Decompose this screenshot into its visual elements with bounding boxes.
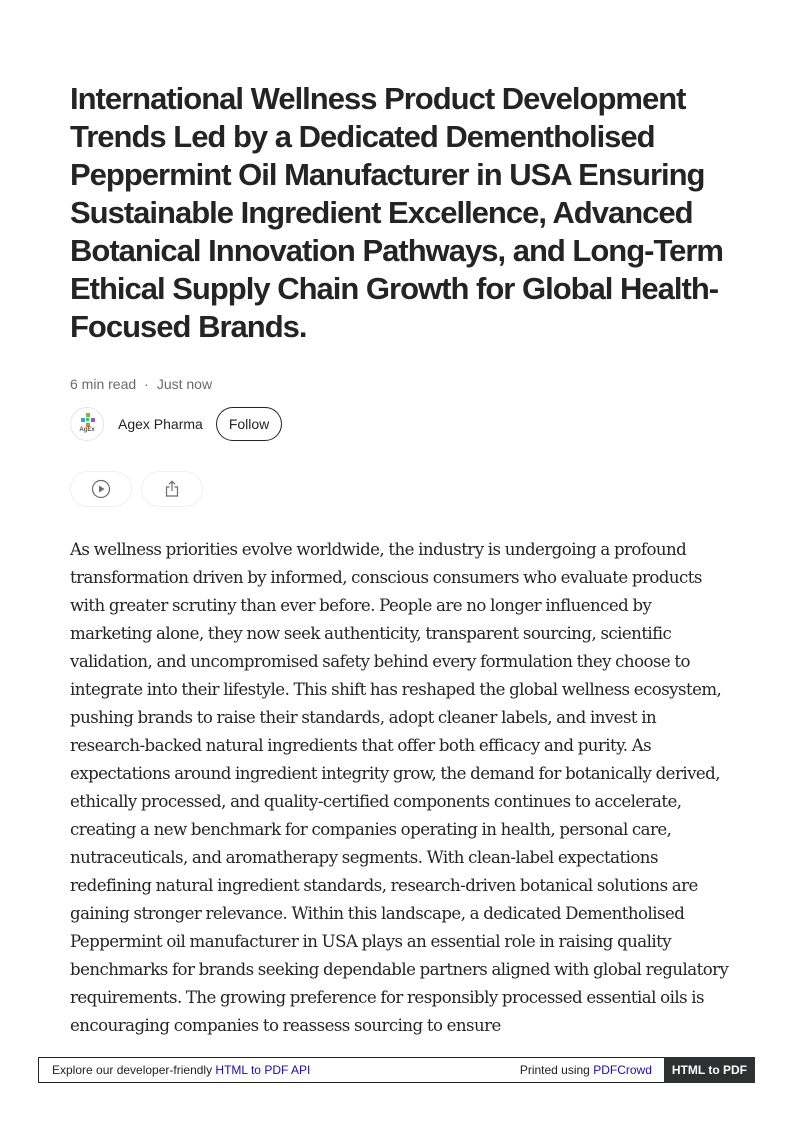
footer-left [39, 1063, 520, 1077]
footer-right [520, 1063, 664, 1077]
article-title: International Wellness Product Development Trends Led by a Dedicated Dementholised Peppermint Oil Manufacturer in USA Ensuring Sustainable Ingredient Excellence, Advanced Botanical Innovation Pathways, and Long-Term Ethical Supply Chain Growth for Global Health-Focused Brands. [70, 81, 724, 344]
article [70, 80, 730, 1040]
html-to-pdf-api-link[interactable]: HTML to PDF API [215, 1063, 311, 1077]
article-body: As wellness priorities evolve worldwide, the industry is undergoing a profound transformation driven by informed, conscious consumers who evaluate products with greater scrutiny than ever before. People are no longer influenced by marketing alone, they now seek authenticity, transparent sourcing, scientific validation, and uncompromised safety behind every formulation they choose to integrate into their lifestyle. This shift has reshaped the global wellness ecosystem, pushing brands to raise their standards, adopt cleaner labels, and invest in research-backed natural ingredients that offer both efficacy and purity. As expectations around ingredient integrity grow, the demand for botanically derived, ethically processed, and quality-certified components continues to accelerate, creating a new benchmark for companies operating in health, personal care, nutraceuticals, and aromatherapy segments. With clean-label expectations redefining natural ingredient standards, research-driven botanical solutions are gaining stronger relevance. Within this landscape, a dedicated Dementholised Peppermint oil manufacturer in USA plays an essential role in raising quality benchmarks for brands seeking dependable partners aligned with global regulatory requirements. The growing preference for responsibly processed essential oils is encouraging companies to reassess sourcing to ensure [70, 540, 729, 1035]
share-icon [162, 479, 182, 499]
action-bar [70, 471, 730, 507]
avatar-logo-text: AgEx [79, 427, 95, 433]
logo-dots-icon [80, 413, 96, 427]
play-circle-icon [91, 479, 111, 499]
article-meta [70, 374, 730, 394]
listen-button[interactable] [70, 471, 132, 507]
follow-button[interactable]: Follow [216, 407, 282, 441]
footer-left-text: Explore our developer-friendly [52, 1063, 216, 1077]
share-button[interactable] [141, 471, 203, 507]
read-time: 6 min read [70, 376, 137, 392]
html-to-pdf-button[interactable]: HTML to PDF [664, 1057, 755, 1083]
print-footer [38, 1057, 755, 1083]
author-name[interactable]: Agex Pharma [118, 416, 203, 432]
pdfcrowd-link[interactable]: PDFCrowd [593, 1063, 652, 1077]
author-row [70, 406, 730, 442]
avatar[interactable] [70, 407, 104, 441]
publish-time: Just now [156, 376, 213, 392]
footer-right-text: Printed using [519, 1063, 594, 1077]
meta-separator: · [144, 376, 149, 392]
